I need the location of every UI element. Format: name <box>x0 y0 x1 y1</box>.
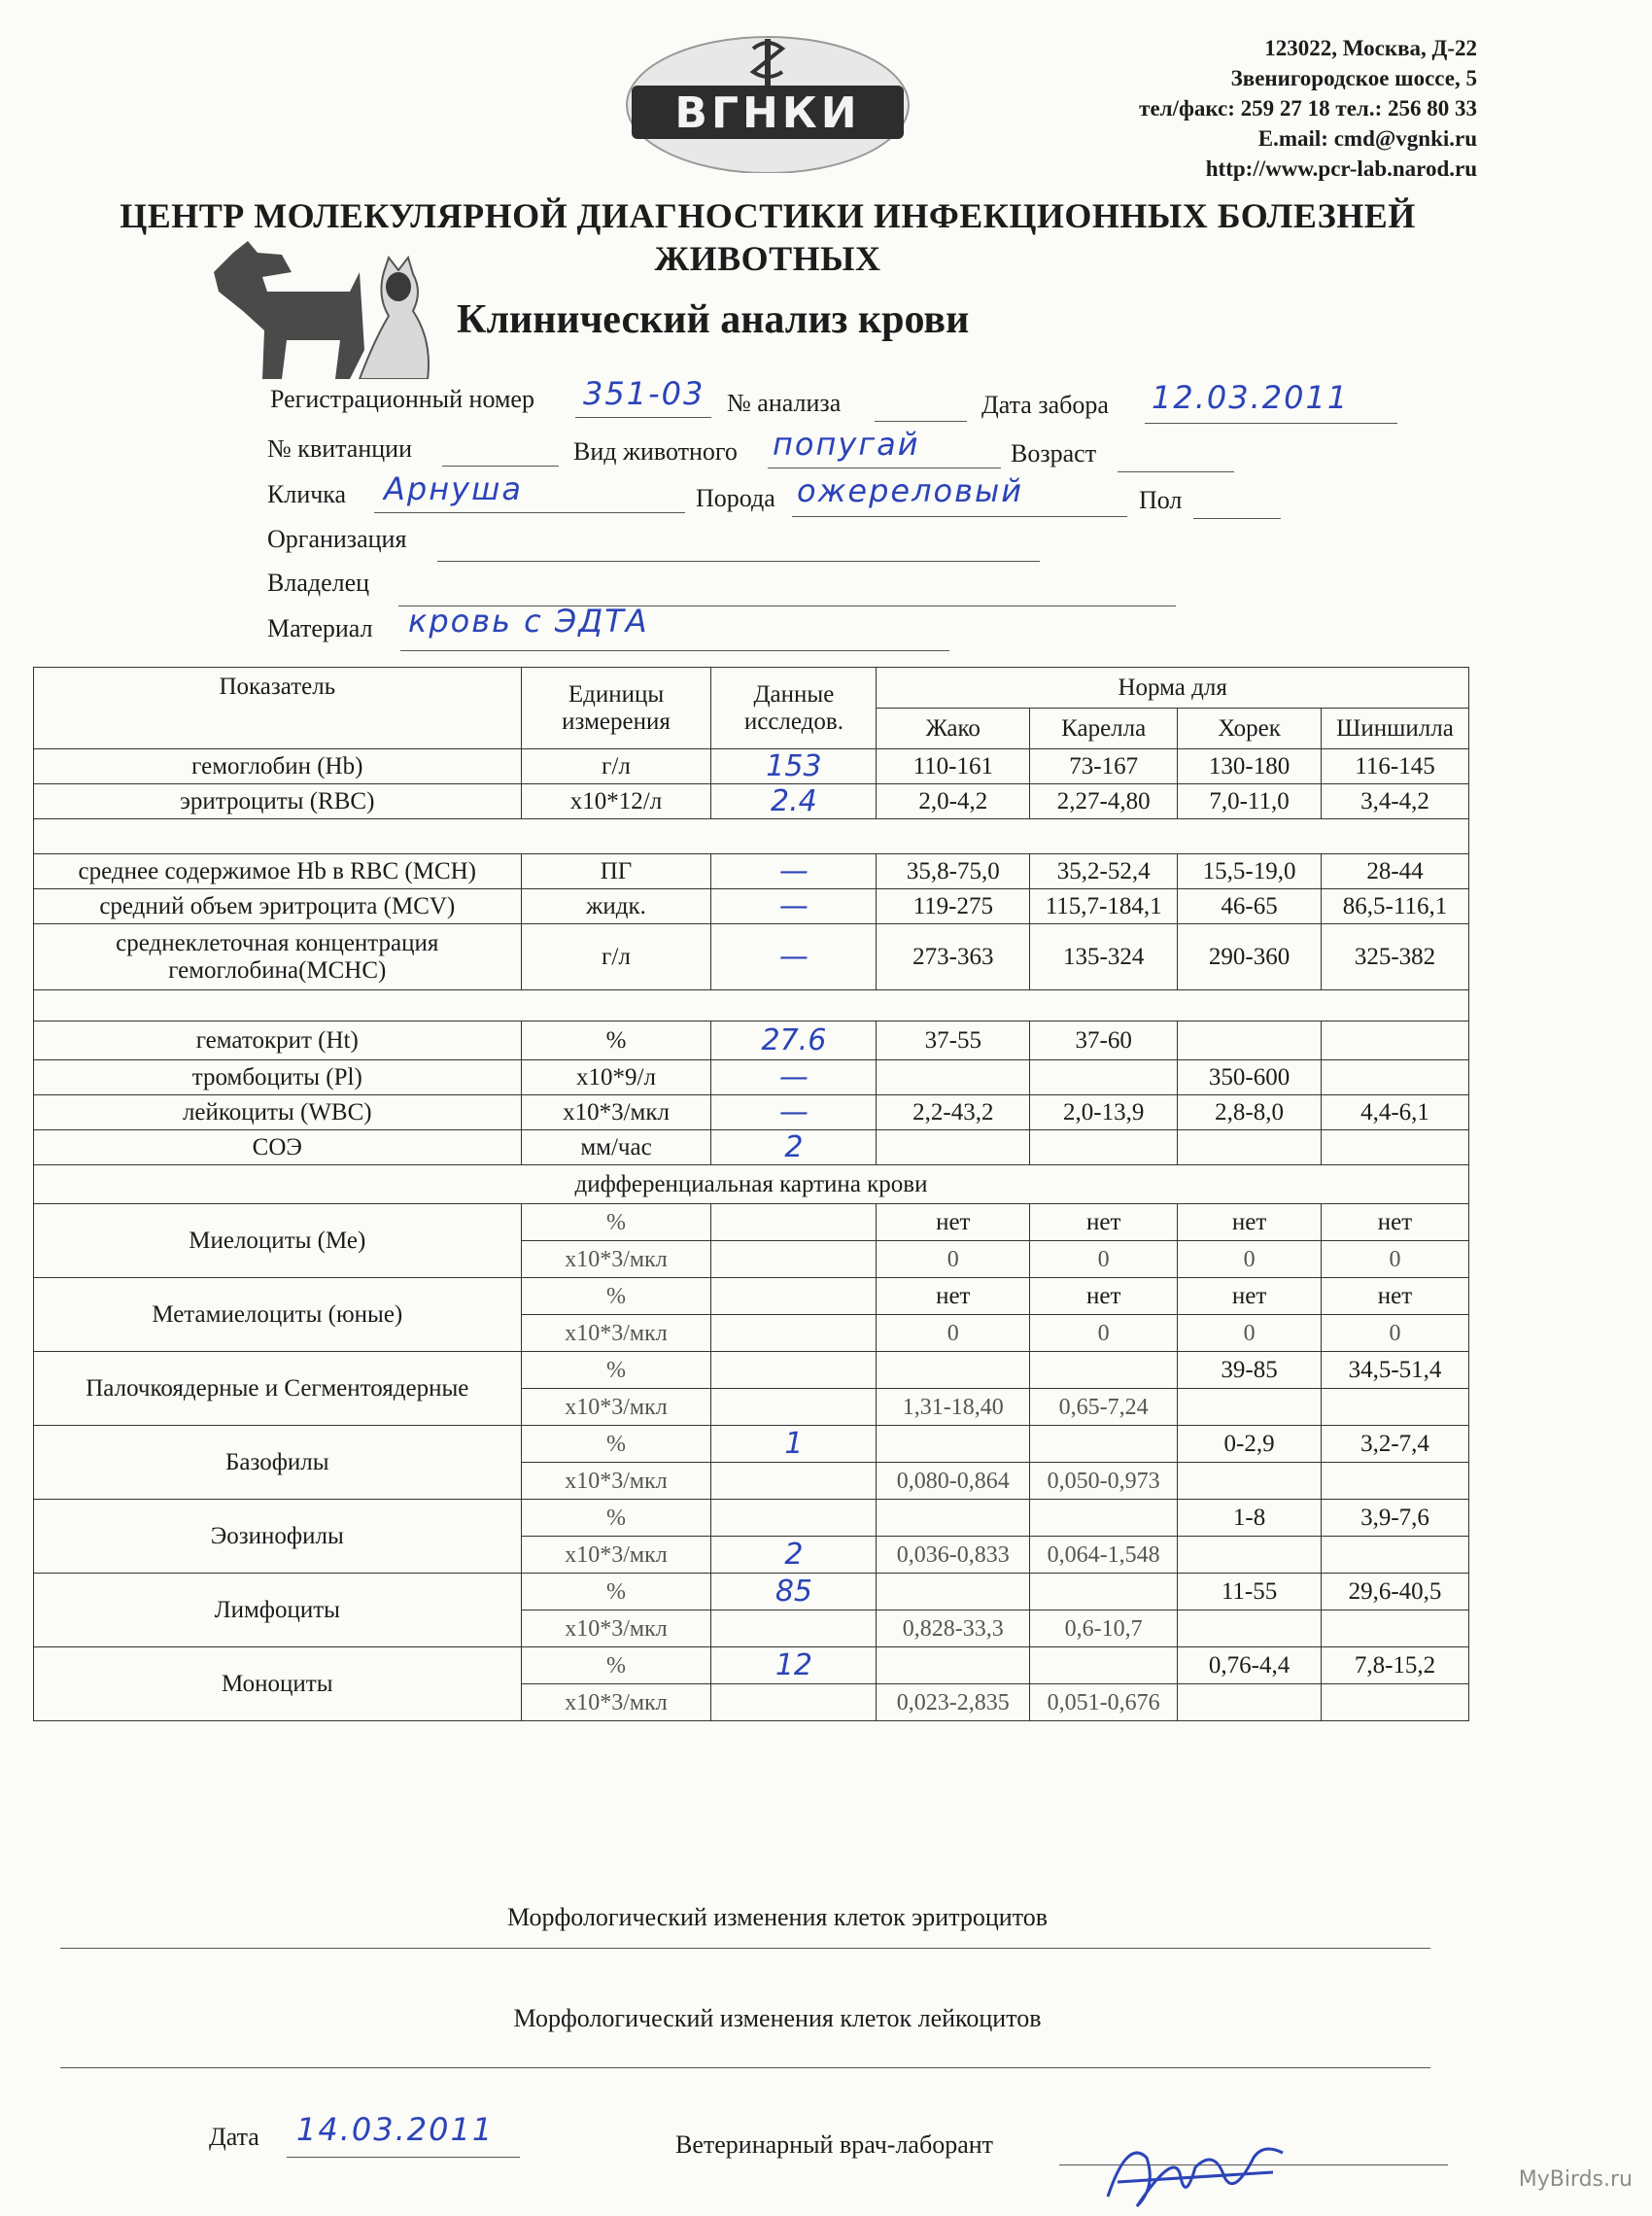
norm-value: 2,0-13,9 <box>1030 1095 1178 1130</box>
cell-type-name: Лимфоциты <box>34 1574 522 1647</box>
sex-underline <box>1193 517 1281 519</box>
header-species: Шиншилла <box>1322 709 1469 749</box>
cell-type-name: Миелоциты (Ме) <box>34 1204 522 1278</box>
norm-value <box>1178 1021 1322 1060</box>
phone-line: тел/факс: 259 27 18 тел.: 256 80 33 <box>1139 96 1477 121</box>
pet-name-value: Арнуша <box>384 470 523 507</box>
parameter-unit: жидк. <box>521 889 711 924</box>
norm-value <box>1178 1130 1322 1165</box>
unit-absolute: x10*3/мкл <box>521 1389 711 1426</box>
result-value <box>711 1204 877 1241</box>
result-value <box>711 1500 877 1537</box>
norm-value: нет <box>1322 1204 1469 1241</box>
result-date-underline <box>287 2156 520 2158</box>
header-units: Единицы измерения <box>521 668 711 749</box>
norm-value: 2,8-8,0 <box>1178 1095 1322 1130</box>
unit-absolute: x10*3/мкл <box>521 1610 711 1647</box>
norm-value: 0,828-33,3 <box>877 1610 1030 1647</box>
age-label: Возраст <box>1011 439 1097 467</box>
unit-percent: % <box>521 1278 711 1315</box>
norm-value: 115,7-184,1 <box>1030 889 1178 924</box>
norm-value: 0,6-10,7 <box>1030 1610 1178 1647</box>
diff-row-pct <box>34 1352 1469 1389</box>
result-value: 27.6 <box>711 1021 877 1060</box>
unit-percent: % <box>521 1426 711 1463</box>
norm-value: 0 <box>1030 1315 1178 1352</box>
norm-value: 0,023-2,835 <box>877 1684 1030 1721</box>
result-value <box>711 1315 877 1352</box>
diff-row-pct <box>34 1500 1469 1537</box>
unit-absolute: x10*3/мкл <box>521 1315 711 1352</box>
spacer-row <box>34 819 1469 854</box>
table-row <box>34 854 1469 889</box>
norm-value: 0 <box>877 1241 1030 1278</box>
header-norm: Норма для <box>877 668 1469 709</box>
result-value: 12 <box>711 1647 877 1684</box>
vgnki-logo <box>622 27 913 173</box>
norm-value <box>1030 1352 1178 1389</box>
norm-value: 2,2-43,2 <box>877 1095 1030 1130</box>
spacer-row <box>34 990 1469 1021</box>
diff-row-pct <box>34 1426 1469 1463</box>
norm-value: 0 <box>1030 1241 1178 1278</box>
result-value <box>711 1278 877 1315</box>
norm-value: 35,8-75,0 <box>877 854 1030 889</box>
rbc-morphology-label: Морфологический изменения клеток эритроцитов <box>506 1903 1049 1931</box>
norm-value: 29,6-40,5 <box>1322 1574 1469 1610</box>
header-data: Данные исследов. <box>711 668 877 749</box>
diff-row-pct <box>34 1278 1469 1315</box>
handwritten-signature <box>1088 2129 1302 2216</box>
norm-value: 7,8-15,2 <box>1322 1647 1469 1684</box>
norm-value: 1,31-18,40 <box>877 1389 1030 1426</box>
reg-number-underline <box>575 416 711 418</box>
norm-value: 273-363 <box>877 924 1030 990</box>
norm-value: 34,5-51,4 <box>1322 1352 1469 1389</box>
material-underline <box>400 649 949 651</box>
norm-value <box>877 1647 1030 1684</box>
result-value: 153 <box>711 749 877 784</box>
spacer-cell <box>34 990 1469 1021</box>
norm-value: 37-55 <box>877 1021 1030 1060</box>
norm-value: 3,4-4,2 <box>1322 784 1469 819</box>
table-body <box>34 749 1469 1721</box>
organization-title-line2: ЖИВОТНЫХ <box>654 239 881 278</box>
norm-value: 0 <box>1322 1241 1469 1278</box>
reg-number-label: Регистрационный номер <box>270 385 534 413</box>
norm-value <box>877 1060 1030 1095</box>
table-row <box>34 889 1469 924</box>
wbc-morphology-line <box>60 2066 1430 2068</box>
analysis-number-underline <box>875 420 967 422</box>
website-line: http://www.pcr-lab.narod.ru <box>1205 156 1477 181</box>
parameter-unit: x10*9/л <box>521 1060 711 1095</box>
parameter-name: гематокрит (Ht) <box>34 1021 522 1060</box>
result-value <box>711 1389 877 1426</box>
result-value: 2 <box>711 1537 877 1574</box>
organization-label: Организация <box>267 525 407 553</box>
organization-underline <box>437 560 1040 562</box>
analysis-number-label: № анализа <box>727 389 842 417</box>
norm-value: 0 <box>1322 1315 1469 1352</box>
age-underline <box>1118 470 1234 472</box>
norm-value: 0,080-0,864 <box>877 1463 1030 1500</box>
norm-value: 0,064-1,548 <box>1030 1537 1178 1574</box>
diff-row-pct <box>34 1647 1469 1684</box>
header-species: Жако <box>877 709 1030 749</box>
diff-row-pct <box>34 1204 1469 1241</box>
norm-value: нет <box>1030 1278 1178 1315</box>
norm-value: 119-275 <box>877 889 1030 924</box>
norm-value: 2,27-4,80 <box>1030 784 1178 819</box>
norm-value <box>1178 1389 1322 1426</box>
diff-title: дифференциальная картина крови <box>34 1165 1469 1204</box>
parameter-unit: г/л <box>521 749 711 784</box>
norm-value <box>1030 1130 1178 1165</box>
document-title: Клинический анализ крови <box>457 297 970 342</box>
norm-value: 3,9-7,6 <box>1322 1500 1469 1537</box>
cell-type-name: Базофилы <box>34 1426 522 1500</box>
norm-value <box>1030 1500 1178 1537</box>
table-row <box>34 784 1469 819</box>
norm-value: 35,2-52,4 <box>1030 854 1178 889</box>
result-date-label: Дата <box>209 2123 259 2151</box>
animal-type-value: попугай <box>773 426 920 463</box>
sample-date-value: 12.03.2011 <box>1152 379 1350 416</box>
parameter-name: тромбоциты (Pl) <box>34 1060 522 1095</box>
norm-value: 350-600 <box>1178 1060 1322 1095</box>
header-species: Карелла <box>1030 709 1178 749</box>
result-value <box>711 1684 877 1721</box>
norm-value <box>1322 1130 1469 1165</box>
norm-value: 11-55 <box>1178 1574 1322 1610</box>
email-line: E.mail: cmd@vgnki.ru <box>1257 126 1477 151</box>
parameter-unit: мм/час <box>521 1130 711 1165</box>
owner-label: Владелец <box>267 569 370 597</box>
norm-value <box>1030 1426 1178 1463</box>
parameter-name: СОЭ <box>34 1130 522 1165</box>
norm-value: 1-8 <box>1178 1500 1322 1537</box>
address-line: Звенигородское шоссе, 5 <box>1230 66 1477 90</box>
norm-value: нет <box>1178 1278 1322 1315</box>
norm-value: 39-85 <box>1178 1352 1322 1389</box>
result-value: 2 <box>711 1130 877 1165</box>
table-row <box>34 1021 1469 1060</box>
norm-value: 116-145 <box>1322 749 1469 784</box>
unit-absolute: x10*3/мкл <box>521 1463 711 1500</box>
norm-value: 4,4-6,1 <box>1322 1095 1469 1130</box>
mybirds-watermark: MyBirds.ru <box>1518 2167 1633 2192</box>
norm-value: 37-60 <box>1030 1021 1178 1060</box>
result-value: — <box>711 924 877 990</box>
norm-value: 0-2,9 <box>1178 1426 1322 1463</box>
breed-value: ожереловый <box>797 472 1024 509</box>
norm-value: 28-44 <box>1322 854 1469 889</box>
reg-number-value: 351-03 <box>583 375 706 412</box>
table-row <box>34 1130 1469 1165</box>
animal-type-underline <box>768 467 1001 468</box>
unit-percent: % <box>521 1574 711 1610</box>
blood-analysis-table <box>33 667 1469 1721</box>
norm-value: 86,5-116,1 <box>1322 889 1469 924</box>
norm-value <box>1030 1647 1178 1684</box>
receipt-underline <box>442 465 559 467</box>
parameter-unit: x10*3/мкл <box>521 1095 711 1130</box>
result-value: — <box>711 854 877 889</box>
parameter-unit: x10*12/л <box>521 784 711 819</box>
parameter-name: гемоглобин (Hb) <box>34 749 522 784</box>
norm-value: 0,76-4,4 <box>1178 1647 1322 1684</box>
norm-value: 135-324 <box>1030 924 1178 990</box>
result-value: — <box>711 1095 877 1130</box>
header-species: Хорек <box>1178 709 1322 749</box>
norm-value: 0,036-0,833 <box>877 1537 1030 1574</box>
norm-value <box>1178 1684 1322 1721</box>
pet-name-underline <box>374 511 685 513</box>
parameter-name: эритроциты (RBC) <box>34 784 522 819</box>
result-value <box>711 1352 877 1389</box>
norm-value: 0,050-0,973 <box>1030 1463 1178 1500</box>
cell-type-name: Моноциты <box>34 1647 522 1721</box>
norm-value: 0 <box>1178 1241 1322 1278</box>
norm-value: 0 <box>877 1315 1030 1352</box>
parameter-name: средний объем эритроцита (MCV) <box>34 889 522 924</box>
norm-value <box>1322 1060 1469 1095</box>
result-value: 2.4 <box>711 784 877 819</box>
unit-percent: % <box>521 1647 711 1684</box>
norm-value: 0,65-7,24 <box>1030 1389 1178 1426</box>
unit-percent: % <box>521 1500 711 1537</box>
result-value <box>711 1463 877 1500</box>
unit-absolute: x10*3/мкл <box>521 1241 711 1278</box>
unit-percent: % <box>521 1352 711 1389</box>
pet-name-label: Кличка <box>267 480 347 508</box>
norm-value <box>1322 1684 1469 1721</box>
result-value <box>711 1241 877 1278</box>
breed-label: Порода <box>696 484 775 512</box>
breed-underline <box>792 515 1127 517</box>
result-date-value: 14.03.2011 <box>296 2111 495 2148</box>
unit-absolute: x10*3/мкл <box>521 1684 711 1721</box>
material-label: Материал <box>267 614 373 642</box>
norm-value: 73-167 <box>1030 749 1178 784</box>
norm-value <box>877 1574 1030 1610</box>
wbc-morphology-label: Морфологический изменения клеток лейкоцитов <box>513 2004 1042 2032</box>
norm-value <box>877 1352 1030 1389</box>
result-value: — <box>711 889 877 924</box>
norm-value <box>1322 1389 1469 1426</box>
norm-value <box>1322 1610 1469 1647</box>
cell-type-name: Палочкоядерные и Сегментоядерные <box>34 1352 522 1426</box>
norm-value: 46-65 <box>1178 889 1322 924</box>
norm-value <box>877 1130 1030 1165</box>
norm-value: 130-180 <box>1178 749 1322 784</box>
norm-value: 2,0-4,2 <box>877 784 1030 819</box>
norm-value: 0 <box>1178 1315 1322 1352</box>
result-value: 1 <box>711 1426 877 1463</box>
parameter-unit: ПГ <box>521 854 711 889</box>
norm-value <box>1030 1574 1178 1610</box>
parameter-unit: % <box>521 1021 711 1060</box>
receipt-number-label: № квитанции <box>267 434 413 463</box>
sample-date-label: Дата забора <box>981 391 1109 419</box>
dog-cat-illustration <box>204 233 447 379</box>
norm-value <box>1178 1537 1322 1574</box>
norm-value: нет <box>1322 1278 1469 1315</box>
norm-value <box>1178 1610 1322 1647</box>
norm-value: нет <box>877 1204 1030 1241</box>
rbc-morphology-line <box>60 1947 1430 1949</box>
parameter-unit: г/л <box>521 924 711 990</box>
address-block <box>1139 33 1477 184</box>
sex-label: Пол <box>1139 486 1183 514</box>
organization-title-line1: ЦЕНТР МОЛЕКУЛЯРНОЙ ДИАГНОСТИКИ ИНФЕКЦИОННЫХ БОЛЕЗНЕЙ <box>120 196 1416 235</box>
norm-value: нет <box>1030 1204 1178 1241</box>
result-value: 85 <box>711 1574 877 1610</box>
animal-type-label: Вид животного <box>573 437 738 466</box>
parameter-name: среднее содержимое Hb в RBC (MCH) <box>34 854 522 889</box>
norm-value: 15,5-19,0 <box>1178 854 1322 889</box>
sample-date-underline <box>1145 422 1397 424</box>
norm-value <box>877 1426 1030 1463</box>
svg-text:ВГНКИ: ВГНКИ <box>674 88 861 138</box>
material-value: кровь с ЭДТА <box>408 603 649 640</box>
table-row <box>34 924 1469 990</box>
norm-value <box>1322 1021 1469 1060</box>
norm-value: 7,0-11,0 <box>1178 784 1322 819</box>
norm-value: нет <box>1178 1204 1322 1241</box>
unit-absolute: x10*3/мкл <box>521 1537 711 1574</box>
norm-value: нет <box>877 1278 1030 1315</box>
cell-type-name: Метамиелоциты (юные) <box>34 1278 522 1352</box>
parameter-name: среднеклеточная концентрация гемоглобина(MCHC) <box>34 924 522 990</box>
table-row <box>34 749 1469 784</box>
diff-row-pct <box>34 1574 1469 1610</box>
norm-value: 3,2-7,4 <box>1322 1426 1469 1463</box>
header-parameter: Показатель <box>34 668 522 749</box>
result-value <box>711 1610 877 1647</box>
table-row <box>34 1095 1469 1130</box>
cell-type-name: Эозинофилы <box>34 1500 522 1574</box>
norm-value <box>1178 1463 1322 1500</box>
address-line: 123022, Москва, Д-22 <box>1264 36 1477 60</box>
parameter-name: лейкоциты (WBC) <box>34 1095 522 1130</box>
norm-value: 290-360 <box>1178 924 1322 990</box>
norm-value: 0,051-0,676 <box>1030 1684 1178 1721</box>
norm-value <box>1322 1537 1469 1574</box>
norm-value: 325-382 <box>1322 924 1469 990</box>
diff-title-row <box>34 1165 1469 1204</box>
norm-value <box>1322 1463 1469 1500</box>
spacer-cell <box>34 819 1469 854</box>
norm-value <box>1030 1060 1178 1095</box>
result-value: — <box>711 1060 877 1095</box>
norm-value <box>877 1500 1030 1537</box>
vet-lab-label: Ветеринарный врач-лаборант <box>675 2130 994 2159</box>
table-row <box>34 1060 1469 1095</box>
unit-percent: % <box>521 1204 711 1241</box>
norm-value: 110-161 <box>877 749 1030 784</box>
